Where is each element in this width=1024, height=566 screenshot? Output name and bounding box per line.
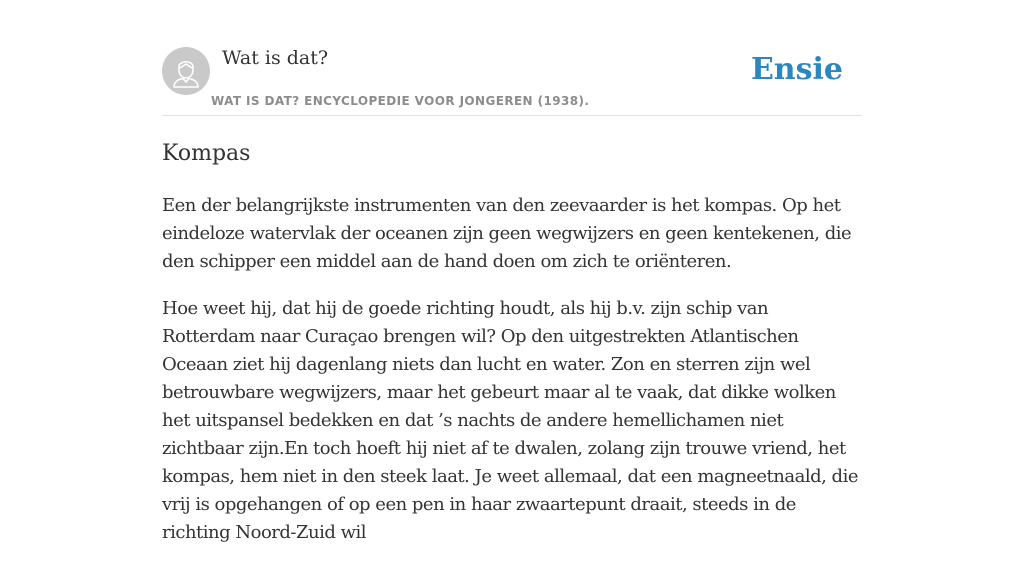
article-title: Kompas (162, 141, 251, 166)
source-subtitle[interactable]: WAT IS DAT? ENCYCLOPEDIE VOOR JONGEREN (1938). (211, 94, 590, 108)
source-header (162, 47, 862, 116)
avatar[interactable] (162, 47, 210, 95)
article-paragraph: Hoe weet hij, dat hij de goede richting houdt, als hij b.v. zijn schip van Rotterdam naar Curaçao brengen wil? Op den uitgestrekten Atlantischen Oceaan ziet hij dagenlang niets dan lucht en water. Zon en sterren zijn wel betrouwbare wegwijzers, maar het gebeurt maar al te vaak, dat dikke wolken het uitspansel bedekken en dat ’s nachts de andere hemellichamen niet zichtbaar zijn.En toch hoeft hij niet af te dwalen, zolang zijn trouwe vriend, het kompas, hem niet in den steek laat. Je weet allemaal, dat een magneetnaald, die vrij is opgehangen of op een pen in haar zwaartepunt draait, steeds in de richting Noord-Zuid wil (162, 298, 858, 543)
ensie-logo[interactable]: Ensie (750, 52, 843, 87)
article-body (162, 192, 862, 566)
user-icon (162, 47, 210, 95)
source-title[interactable]: Wat is dat? (222, 47, 329, 69)
article-paragraph: Een der belangrijkste instrumenten van den zeevaarder is het kompas. Op het eindeloze watervlak der oceanen zijn geen wegwijzers en geen kentekenen, die den schipper een middel aan de hand doen om zich te oriënteren. (162, 195, 852, 272)
